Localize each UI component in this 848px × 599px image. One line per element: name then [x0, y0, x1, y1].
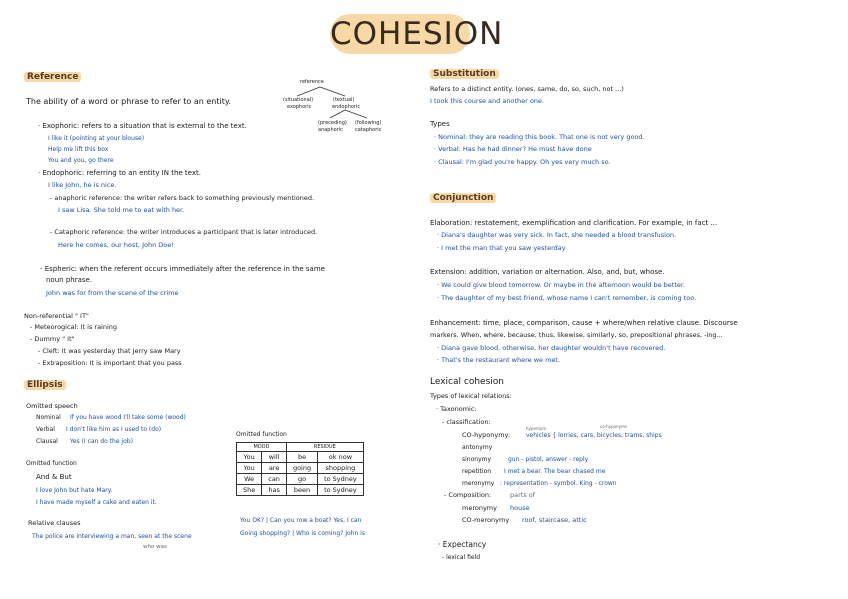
relative-clauses-note: who was	[143, 544, 167, 550]
cohyponymy-example: vehicles { lorries, cars, bicycles, trams, ships	[526, 432, 662, 439]
reference-definition: The ability of a word or phrase to refer to an entity.	[26, 97, 231, 106]
parts-of-label: parts of	[510, 491, 536, 499]
synonymy-label: sinonymy	[462, 456, 492, 463]
table-row	[237, 485, 364, 496]
meronymy-label: meronymy	[462, 480, 495, 487]
extension-example-1: · We could give blood tomorrow. Or maybe in the afternoon would be better.	[437, 281, 686, 289]
enhancement-example-1: · Diana gave blood, otherwise, her daughter wouldn't have recovered.	[437, 344, 666, 352]
table-cell: shopping	[318, 463, 364, 474]
table-cell: to Sydney	[318, 474, 364, 485]
substitution-types-heading: Types	[430, 120, 450, 128]
tree-leaf-1-sub: anaphoric	[318, 127, 343, 133]
meronymy-example: : representation - symbol. King - crown	[500, 480, 617, 487]
table-cell: You	[237, 463, 262, 474]
dummy-it-item: - Dummy " it"	[30, 335, 75, 343]
relative-clauses-example: The police are interviewing a man, seen at the scene	[32, 533, 192, 540]
substitution-definition: Refers to a distinct entity. (ones, same, do, so, such, not ...)	[430, 85, 624, 93]
extension-definition: Extension: addition, variation or alternation. Also, and, but, whose.	[430, 268, 665, 276]
extraposition-item: - Extraposition: It is important that you pass	[38, 359, 182, 367]
non-referential-heading: Non-referential " IT"	[24, 312, 89, 320]
comeronymy-example: roof, staircase, attic	[522, 516, 587, 524]
table-head-mood: MOOD	[237, 443, 287, 452]
omitted-function-heading: Omitted function	[26, 460, 77, 467]
mood-residue-table	[236, 442, 364, 496]
tree-left: (situational)	[283, 97, 314, 103]
anaphoric-example: I saw Lisa. She told me to eat with her.	[58, 206, 185, 214]
substitution-heading: Substitution	[430, 69, 499, 79]
conjunction-heading: Conjunction	[430, 193, 496, 203]
tree-right-sub: endophoric	[332, 104, 361, 110]
exophoric-example-2: Help me lift this box	[48, 146, 109, 153]
lexical-types-heading: Types of lexical relations:	[430, 392, 512, 400]
clausal-label: Clausal	[36, 438, 58, 445]
house-example: house	[510, 504, 530, 512]
verbal-example: I don't like him as I used to (do)	[66, 426, 162, 433]
repetition-example: I met a bear. The bear chased me	[504, 468, 606, 475]
ellipsis-heading: Ellipsis	[24, 380, 66, 390]
elaboration-definition: Elaboration: restatement, exemplification and clarification. For example, in fact ...	[430, 219, 718, 227]
repetition-label: repetition	[462, 468, 492, 475]
table-example-1: You OK? | Can you row a boat? Yes, I can	[240, 517, 362, 524]
tree-root: reference	[300, 79, 324, 85]
extension-example-2: · The daughter of my best friend, whose name I can't remember, is coming too.	[437, 294, 697, 302]
tree-leaf-2: (following)	[355, 120, 382, 126]
synonymy-example: gun - pistol, answer - reply	[508, 456, 589, 463]
tree-leaf-1: (preceding)	[318, 120, 347, 126]
table-cell: You	[237, 452, 262, 463]
espheric-definition-cont: noun phrase.	[46, 276, 93, 284]
classification-heading: - classification:	[442, 418, 491, 426]
table-cell: are	[262, 463, 287, 474]
table-head-residue: RESIDUE	[286, 443, 363, 452]
meteorological-item: - Meteorogical: It is raining	[30, 323, 118, 331]
elaboration-example-1: · Diana's daughter was very sick. In fact, she needed a blood transfusion.	[437, 231, 677, 239]
verbal-label: Verbal	[36, 426, 55, 433]
relative-clauses-heading: Relative clauses	[28, 519, 81, 527]
table-row	[237, 463, 364, 474]
reference-heading: Reference	[24, 72, 81, 82]
table-cell: been	[286, 485, 317, 496]
table-row	[237, 452, 364, 463]
exophoric-definition: · Exophoric: refers to a situation that is external to the text.	[38, 122, 247, 130]
substitution-verbal: · Verbal: Has he had dinner? He must have done	[434, 145, 592, 153]
tree-left-sub: exophoric	[287, 104, 312, 110]
table-cell: go	[286, 474, 317, 485]
composition-heading: - Composition:	[444, 491, 492, 499]
table-cell: to Sydney	[318, 485, 364, 496]
nominal-example: If you have wood I'll take some (wood)	[70, 414, 186, 421]
table-cell: can	[262, 474, 287, 485]
and-but-heading: And & But	[36, 473, 72, 481]
page-title: COHESION	[330, 16, 504, 52]
endophoric-definition: · Endophoric: referring to an entity IN the text.	[38, 169, 201, 177]
lexical-field-item: - lexical field	[442, 554, 481, 561]
exophoric-example-3: You and you, go there	[48, 157, 114, 164]
table-cell: She	[237, 485, 262, 496]
cataphoric-example: Here he comes, our host, John Doe!	[58, 241, 174, 249]
table-cell: We	[237, 474, 262, 485]
nominal-label: Nominal	[36, 414, 61, 421]
endophoric-example: I like John, he is nice.	[48, 181, 117, 189]
cohyponymy-label: CO-hyponymy:	[462, 431, 511, 439]
table-cell: be	[286, 452, 317, 463]
espheric-definition: - Espheric: when the referent occurs immediately after the reference in the same	[40, 265, 325, 273]
table-cell: has	[262, 485, 287, 496]
enhancement-definition: Enhancement: time, place, comparison, cause + where/when relative clause. Discourse	[430, 319, 738, 327]
and-but-example-1: I love John but hate Mary.	[36, 487, 113, 494]
comeronymy-label: CO-meronymy	[462, 516, 510, 524]
table-title: Omitted function	[236, 431, 287, 438]
taxonomic-heading: · Taxonomic:	[436, 405, 477, 413]
hypernym-label: hypernym	[526, 426, 547, 431]
substitution-nominal: · Nominal: they are reading this book. That one is not very good.	[434, 133, 645, 141]
omitted-speech-heading: Omitted speech	[26, 402, 78, 410]
anaphoric-definition: - anaphoric reference: the writer refers back to something previously mentioned.	[50, 194, 315, 202]
table-cell: going	[286, 463, 317, 474]
cohyponyms-label: co-hyponyms	[600, 424, 627, 429]
antonymy-label: antonymy	[462, 444, 493, 451]
meronymy-label-2: meronymy	[462, 504, 497, 512]
table-example-2: Going shopping? | Who is coming? John is	[240, 530, 365, 537]
and-but-example-2: I have made myself a cake and eaten it.	[36, 499, 157, 506]
lexical-cohesion-heading: Lexical cohesion	[430, 377, 504, 387]
cleft-item: - Cleft: It was yesterday that Jerry saw Mary	[38, 347, 181, 355]
enhancement-definition-cont: markers. When, where, because, thus, likewise, similarly, so, prepositional phrases, -ing...	[430, 331, 723, 339]
table-cell: ok now	[318, 452, 364, 463]
clausal-example: Yes (I can do the job)	[70, 438, 133, 445]
espheric-example: John was for from the scene of the crime	[46, 289, 179, 297]
table-cell: will	[262, 452, 287, 463]
elaboration-example-2: · I met the man that you saw yesterday	[437, 244, 566, 252]
cataphoric-definition: - Cataphoric reference: the writer introduces a participant that is later introduced.	[50, 228, 318, 236]
substitution-example: I took this course and another one.	[430, 97, 544, 105]
substitution-clausal: · Clausal: I'm glad you're happy. Oh yes very much so.	[434, 158, 611, 166]
tree-leaf-2-sub: cataphoric	[355, 127, 382, 133]
expectancy-heading: · Expectancy	[438, 540, 487, 549]
tree-right: (textual)	[333, 97, 355, 103]
table-row	[237, 474, 364, 485]
enhancement-example-2: · That's the restaurant where we met.	[437, 356, 561, 364]
exophoric-example-1: I like it (pointing at your blouse)	[48, 135, 145, 142]
